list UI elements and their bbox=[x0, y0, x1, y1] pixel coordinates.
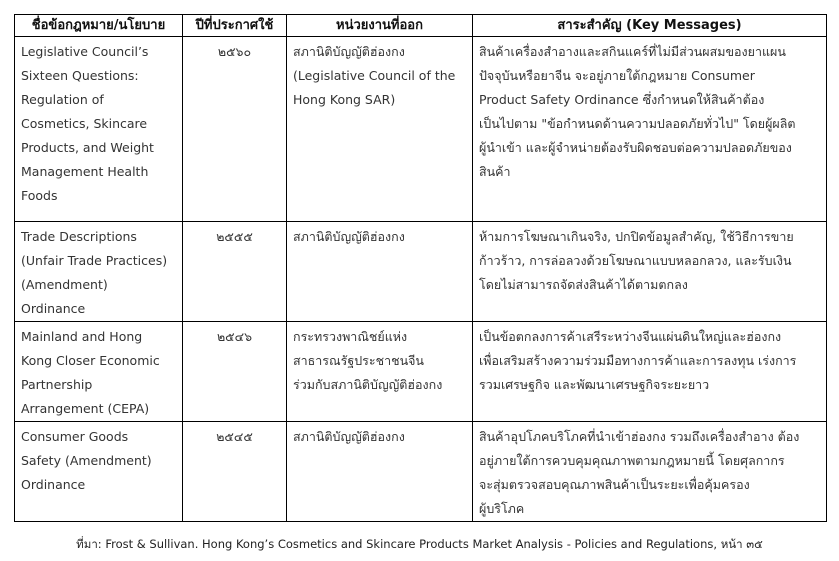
year: ๒๕๖๐ bbox=[217, 44, 252, 59]
year-cell bbox=[183, 322, 287, 422]
year: ๒๕๕๕ bbox=[216, 229, 253, 244]
table-row bbox=[15, 322, 827, 422]
key-message: สินค้าอุปโภคบริโภคที่นำเข้าฮ่องกง รวมถึงเครื่องสำอาง ต้อง อยู่ภายใต้การควบคุมคุณภาพตามกฎหมายนี้ โดยศุลกากร จะสุ่มตรวจสอบคุณภาพสินค้าเป็นระยะเพื่อคุ้มครอง ผู้บริโภค bbox=[479, 429, 800, 516]
table-row bbox=[15, 422, 827, 522]
agency-cell bbox=[287, 422, 473, 522]
message-cell bbox=[473, 322, 827, 422]
law-name-cell bbox=[15, 422, 183, 522]
table-row bbox=[15, 37, 827, 222]
year-cell bbox=[183, 422, 287, 522]
law-name: Legislative Council’s Sixteen Questions: Regulation of Cosmetics, Skincare Products, and Weight Management Health Foods bbox=[21, 44, 154, 203]
year: ๒๕๔๕ bbox=[216, 429, 253, 444]
law-name-cell bbox=[15, 322, 183, 422]
header-year: ปีที่ประกาศใช้ bbox=[183, 15, 287, 37]
law-name: Consumer Goods Safety (Amendment) Ordinance bbox=[21, 429, 152, 492]
year-cell bbox=[183, 222, 287, 322]
regulations-table-container bbox=[14, 14, 826, 522]
law-name: Mainland and Hong Kong Closer Economic Partnership Arrangement (CEPA) bbox=[21, 329, 160, 416]
law-name: Trade Descriptions (Unfair Trade Practices) (Amendment) Ordinance bbox=[21, 229, 168, 316]
year: ๒๕๔๖ bbox=[216, 329, 253, 344]
agency: สภานิติบัญญัติฮ่องกง bbox=[293, 429, 405, 444]
agency: สภานิติบัญญัติฮ่องกง bbox=[293, 229, 405, 244]
source-citation: ที่มา: Frost & Sullivan. Hong Kong’s Cosmetics and Skincare Products Market Analysis - Policies and Regulations, หน้า ๓๕ bbox=[76, 537, 763, 551]
key-message: สินค้าเครื่องสำอางและสกินแคร์ที่ไม่มีส่วนผสมของยาแผน ปัจจุบันหรือยาจีน จะอยู่ภายใต้กฎหมาย Consumer Product Safety Ordinance ซึ่งกำหนดให้สินค้าต้อง เป็นไปตาม "ข้อกำหนดด้านความปลอดภัยทั่วไป" โดยผู้ผลิต ผู้นำเข้า และผู้จำหน่ายต้องรับผิดชอบต่อความปลอดภัยของ สินค้า bbox=[479, 44, 796, 179]
header-law-name: ชื่อข้อกฎหมาย/นโยบาย bbox=[15, 15, 183, 37]
message-cell bbox=[473, 222, 827, 322]
key-message: ห้ามการโฆษณาเกินจริง, ปกปิดข้อมูลสำคัญ, ใช้วิธีการขาย ก้าวร้าว, การล่อลวงด้วยโฆษณาแบบหลอกลวง, และรับเงิน โดยไม่สามารถจัดส่งสินค้าได้ตามตกลง bbox=[479, 229, 794, 292]
law-name-cell bbox=[15, 37, 183, 222]
table-header-row bbox=[15, 15, 827, 37]
table-row bbox=[15, 222, 827, 322]
agency-cell bbox=[287, 322, 473, 422]
key-message: เป็นข้อตกลงการค้าเสรีระหว่างจีนแผ่นดินใหญ่และฮ่องกง เพื่อเสริมสร้างความร่วมมือทางการค้าและการลงทุน เร่งการ รวมเศรษฐกิจ และพัฒนาเศรษฐกิจระยะยาว bbox=[479, 329, 797, 392]
message-cell bbox=[473, 422, 827, 522]
header-agency: หน่วยงานที่ออก bbox=[287, 15, 473, 37]
header-key-messages: สาระสำคัญ (Key Messages) bbox=[473, 15, 827, 37]
agency-cell bbox=[287, 222, 473, 322]
regulations-table bbox=[14, 14, 827, 522]
law-name-cell bbox=[15, 222, 183, 322]
message-cell bbox=[473, 37, 827, 222]
agency: กระทรวงพาณิชย์แห่ง สาธารณรัฐประชาชนจีน ร่วมกับสภานิติบัญญัติฮ่องกง bbox=[293, 329, 443, 392]
agency: สภานิติบัญญัติฮ่องกง (Legislative Council of the Hong Kong SAR) bbox=[293, 44, 456, 107]
agency-cell bbox=[287, 37, 473, 222]
year-cell bbox=[183, 37, 287, 222]
